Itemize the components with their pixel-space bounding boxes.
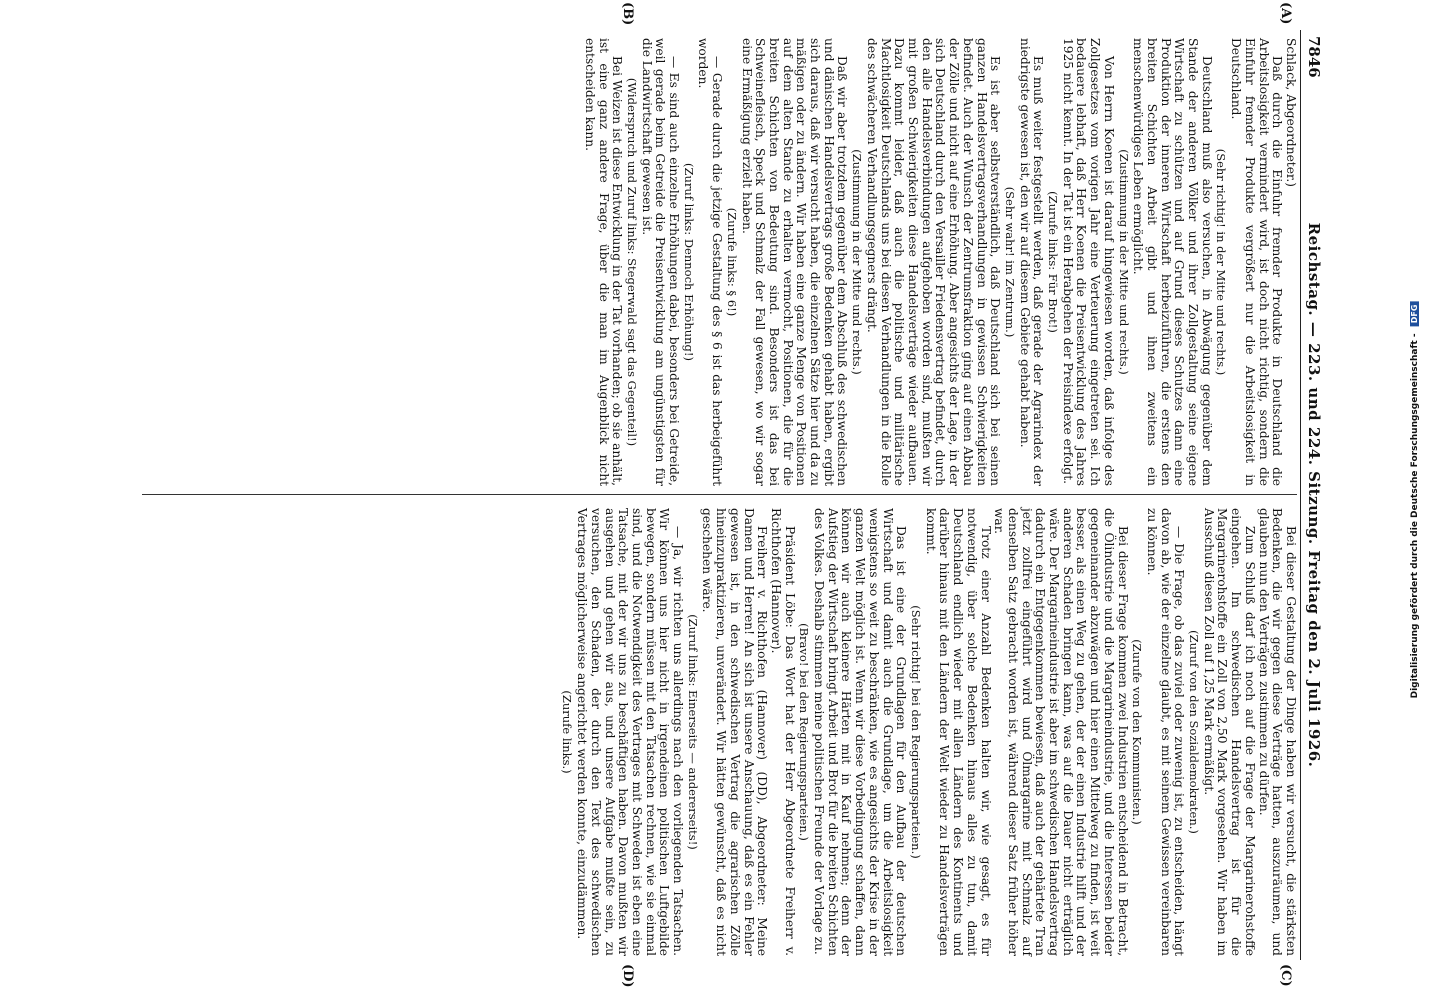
paragraph: Deutschland muß also versuchen, in Abwägung gegenüber dem Stande der anderen Völker und ihrer Zollgestaltung seine eigene Wirtschaft zu schützen und auf Grund dieses Schutzes dann eine Produktion der inneren Wirtschaft herbeizuführen, die erstens den breiten Schichten Arbeit gibt und ihnen zweitens ein menschenwürdiges Leben ermöglicht. bbox=[1131, 38, 1214, 486]
paragraph: — Gerade durch die jetzige Gestaltung des § 6 ist das herbeigeführt worden. bbox=[696, 38, 725, 486]
interjection: (Sehr richtig! bei den Regierungsparteien.) bbox=[909, 605, 924, 859]
paragraph: Schlack, Abgeordneter.) bbox=[1284, 38, 1298, 188]
interjection: (Bravo! bei den Regierungsparteien.) bbox=[797, 623, 812, 841]
running-title: Reichstag. — 223. und 224. Sitzung. Freitag den 2. Juli 1926. bbox=[1305, 222, 1323, 768]
margin-marker-c: (C) bbox=[1278, 964, 1293, 987]
interjection: (Zurufe von den Kommunisten.) bbox=[1130, 639, 1145, 825]
right-column bbox=[559, 508, 1297, 956]
paragraph: Bei dieser Gestaltung der Dinge haben wir versucht, die stärksten Bedenken, die wir gegen diese Verträge hatten, auszuräumen, und glauben nun den Verträgen zustimmen zu dürfen. bbox=[1256, 508, 1298, 956]
interjection: (Widerspruch und Zuruf links: Stegerwald sagt das Gegenteil!) bbox=[624, 77, 639, 447]
paragraph: Zum Schluß darf ich noch auf die Frage der Margarinerohstoffe eingehen. Im schwedischen Handelsvertrag ist für die Margarinerohstoffe ein Zoll von 2,50 Mark vorgesehen. Wir haben im Ausschuß diesen Zoll auf 1,25 Mark ermäßigt. bbox=[1201, 508, 1257, 956]
rotated-page bbox=[85, 2, 1325, 988]
paragraph: Es ist aber selbstverständlich, daß Deutschland sich bei seinen ganzen Handelsvertragsverhandlungen in gewissen Schwierigkeiten befindet. Auch der Wunsch der Zentrumsfraktion ging auf einen Abbau der Zölle und nicht auf eine Erhöhung. Aber angesichts der Lage, in der sich Deutschland durch den Versailler Friedensvertrag befindet, durch den alle Handelsverbindungen aufgehoben worden sind, mußten wir mit großen Schwierigkeiten diese Handelsverträge wieder aufbauen. Dazu kommt leider, daß auch die politische und militärische Machtlosigkeit Deutschlands uns bei diesen Verhandlungen in die Rolle des schwächeren Verhandlungsgegners drängt. bbox=[864, 38, 1003, 486]
left-column bbox=[582, 38, 1297, 486]
digitization-note bbox=[1410, 302, 1420, 699]
paragraph: Von Herrn Koenen ist darauf hingewiesen worden, daß infolge des Zollgesetzes vom vorigen Jahr eine Verteuerung eingetreten sei. Ich bedauere lebhaft, daß Herr Koenen die Preisentwicklung des Jahres 1925 nicht kennt. In der Tat ist ein Herabgehen der Preisindexe erfolgt. bbox=[1060, 38, 1116, 486]
interjection: (Zuruf links: Einerseits — andererseits!) bbox=[685, 614, 700, 850]
paragraph: Daß durch die Einfuhr fremder Produkte in Deutschland die Arbeitslosigkeit vermindert wird, ist doch nicht richtig, sondern die Einfuhr fremder Produkte vergrößert nur die Arbeitslosigkeit in Deutschland. bbox=[1229, 38, 1285, 486]
column-divider bbox=[142, 494, 1297, 495]
paragraph: Trotz einer Anzahl Bedenken halten wir, wie gesagt, es für notwendig, über solche Bedenken hinaus alles zu tun, damit Deutschland endlich wieder mit allen Ländern des Kontinents und darüber hinaus mit den Ländern der Welt wieder zu Handelsverträgen kommt. bbox=[923, 508, 993, 956]
interjection: (Zurufe links: § 6!) bbox=[724, 207, 739, 317]
page-header bbox=[1303, 30, 1325, 960]
paragraph: Bei Weizen ist diese Entwicklung in der Tat vorhanden; ob sie anhält, ist eine ganz andere Frage, über die man im Augenblick nicht entscheiden kann. bbox=[582, 38, 625, 486]
margin-marker-b: (B) bbox=[620, 2, 635, 26]
paragraph: — Die Frage, ob das zuviel oder zuwenig ist, zu entscheiden, hängt davon ab, wie der einzelne glaubt, es mit seinem Gewissen vereinbaren zu können. bbox=[1144, 508, 1187, 956]
paragraph: Freiherr v. Richthofen (Hannover) (DD), Abgeordneter: Meine Damen und Herren! An sich ist unsere Anschauung, daß es ein Fehler gewesen ist, in den schwedischen Vertrag die agrarischen Zölle hineinzupraktizieren, unverändert. Wir hätten gewünscht, daß es nicht geschehen wäre. bbox=[700, 508, 770, 956]
interjection: (Sehr wahr! im Zentrum.) bbox=[1002, 186, 1017, 338]
dfg-logo: DFG bbox=[1410, 302, 1419, 327]
margin-marker-d: (D) bbox=[620, 964, 635, 988]
interjection: (Sehr richtig! in der Mitte und rechts.) bbox=[1214, 148, 1229, 376]
interjection: (Zurufe links: Für Brot!) bbox=[1046, 191, 1061, 333]
paragraph: Daß wir aber trotzdem gegenüber dem Abschluß des schwedischen und dänischen Handelsvertrags große Bedenken gehabt haben, ergibt sich daraus, daß wir versucht haben, die einzelnen Sätze hier und da zu mäßigen oder zu ändern. Wir haben eine ganze Menge von Positionen auf dem alten Stande zu erhalten vermocht, Positionen, die für die breiten Schichten von Bedeutung sind. Besonders ist das bei Schweinefleisch, Speck und Schmalz der Fall gewesen, wo wir sogar eine Ermäßigung erzielt haben. bbox=[739, 38, 850, 486]
paragraph: Präsident Löbe: Das Wort hat der Herr Abgeordnete Freiherr v. Richthofen (Hannover). bbox=[768, 508, 797, 956]
interjection: (Zuruf links: Dennoch Erhöhung!) bbox=[681, 162, 696, 362]
interjection: (Zustimmung in der Mitte und rechts.) bbox=[1116, 149, 1131, 375]
interjection: (Zuruf von den Sozialdemokraten.) bbox=[1187, 630, 1202, 834]
paragraph: — Ja, wir richten uns allerdings nach den vorliegenden Tatsachen. Wir können uns hier nicht in irgendeinen politischen Luftgebilde bewegen, sondern müssen mit den Tatsachen rechnen, wie sie einmal sind, und die Notwendigkeit des Vertrages mit Schweden ist eben eine Tatsache, mit der wir uns zu beschäftigen haben. Davon mußten wir ausgehen und gehen wir aus, und unsere Aufgabe mußte sein, zu versuchen, den Schaden, der durch den Text des schwedischen Vertrages möglicherweise angerichtet werden konnte, einzudämmen. bbox=[575, 508, 686, 956]
margin-marker-a: (A) bbox=[1278, 2, 1293, 25]
paragraph: Bei dieser Frage kommen zwei Industrien entscheidend in Betracht, die Ölindustrie und die Margarineindustrie, und die Interessen beider gegeneinander abzuwägen und hier einen Mittelweg zu finden, ist weit besser, als einen Weg zu gehen, der der einen Industrie hilft und der anderen Schaden bringen kann, was auf die Dauer nicht erträglich wäre. Der Margarineindustrie ist aber im schwedischen Handelsvertrag dadurch ein Entgegenkommen bewiesen, daß auch der gehärtete Tran jetzt zollfrei eingeführt wird und Ölmargarine mit Schmalz auf denselben Satz gebracht worden ist, während dieser Satz früher höher war. bbox=[992, 508, 1130, 956]
digitization-text: Digitalisierung gefördert durch die Deutsche Forschungsgemeinschaft - bbox=[1410, 333, 1420, 699]
header-rule bbox=[1300, 30, 1301, 960]
paragraph: — Es sind auch einzelne Erhöhungen dabei, besonders bei Getreide, weil gerade beim Getreide die Preisentwicklung am ungünstigsten für die Landwirtschaft gewesen ist. bbox=[639, 38, 682, 486]
interjection: (Zustimmung in der Mitte und rechts.) bbox=[850, 149, 865, 375]
interjection: (Zurufe links.) bbox=[560, 690, 575, 774]
page-number: 7846 bbox=[1305, 36, 1323, 78]
paragraph: Es muß weiter festgestellt werden, daß gerade der Agrarindex der niedrigste gewesen ist, den wir auf diesem Gebiete gehabt haben. bbox=[1017, 38, 1046, 486]
paragraph: Das ist eine der Grundlagen für den Aufbau der deutschen Wirtschaft und damit auch die Grundlage, um die Arbeitslosigkeit wenigstens so weit zu beschränken, wie es angesichts der Krise in der ganzen Welt möglich ist. Wenn wir diese Vorbedingung schaffen, dann können wir auch kleinere Härten mit in Kauf nehmen; denn der Aufstieg der Wirtschaft bringt Arbeit und Brot für die breiten Schichten des Volkes. Deshalb stimmen meine politischen Freunde der Vorlage zu. bbox=[812, 508, 909, 956]
